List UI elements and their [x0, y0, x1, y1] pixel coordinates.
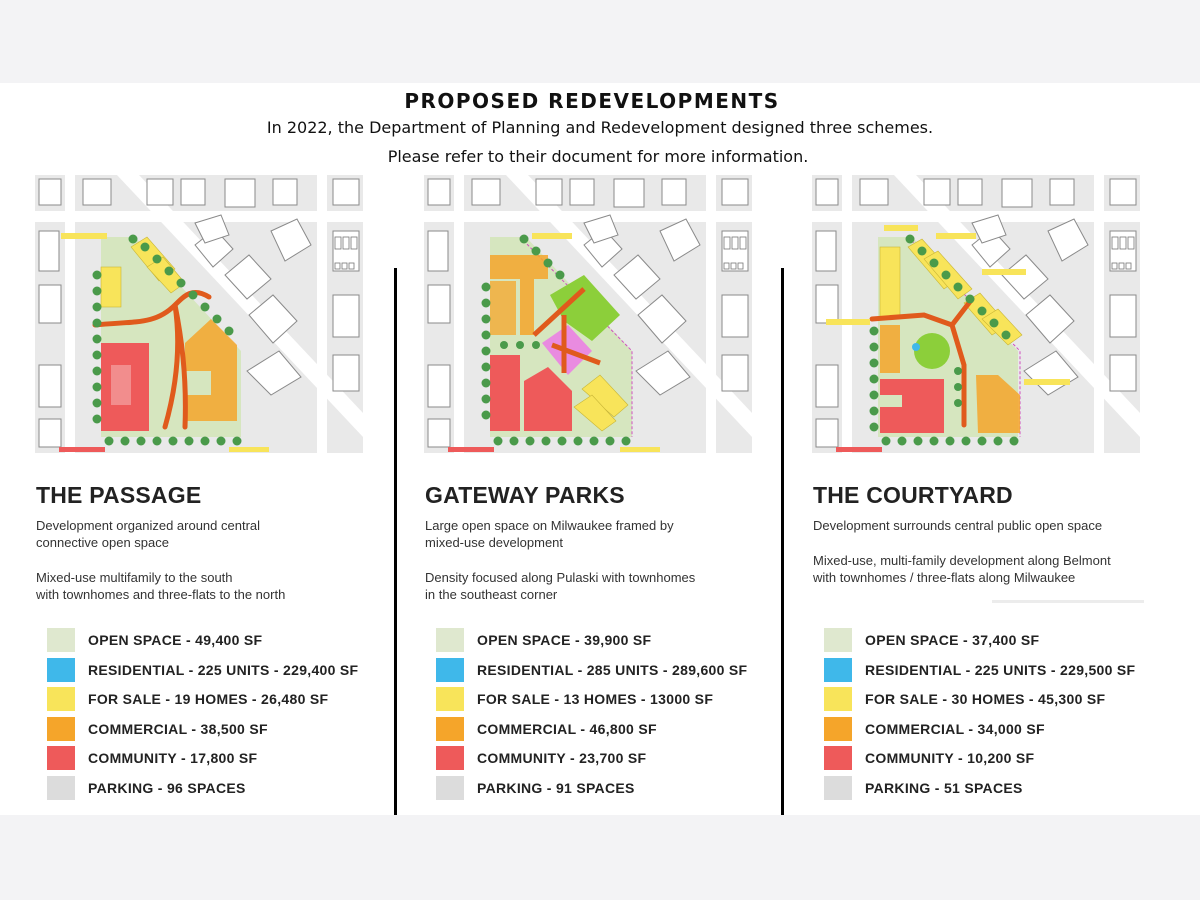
residential-swatch [47, 658, 75, 682]
divider-line [992, 600, 1144, 603]
site-plan-map-courtyard [812, 175, 1140, 466]
scheme-description-2: Mixed-use, multi-family development along Belmont with townhomes / three-flats along Milwaukee [813, 553, 1111, 585]
scheme-description-2: Density focused along Pulaski with townhomes in the southeast corner [425, 570, 696, 602]
commercial-swatch [824, 717, 852, 741]
site-plan-map-passage [35, 175, 363, 466]
site-plan-map-gateway-parks [424, 175, 752, 466]
open-space-swatch [47, 628, 75, 652]
scheme-description-1: Development surrounds central public open space [813, 518, 1103, 533]
commercial-swatch [436, 717, 464, 741]
scheme-panel-passage: THE PASSAGE Development organized around central connective open space Mixed-use multifamily to the south with townhomes and three-flats to the north OPEN SPACE - 49,400 SF RESIDENTIAL - 225 UNITS - 229,400 SF FOR SALE - 19 HOMES - 26,480 SF COMMERCIAL - 38,500 SF COMMUNITY - 17,800 SF PARKING - 96 SPACES [35, 175, 375, 815]
scheme-description-1: Large open space on Milwaukee framed by mixed-use development [425, 518, 674, 550]
scheme-title: GATEWAY PARKS [425, 482, 625, 508]
parking-swatch [436, 776, 464, 800]
scheme-description-1: Development organized around central connective open space [36, 518, 261, 550]
community-swatch [436, 746, 464, 770]
residential-swatch [436, 658, 464, 682]
community-swatch [47, 746, 75, 770]
for-sale-swatch [436, 687, 464, 711]
document-page [0, 83, 1200, 815]
scheme-panel-gateway-parks: GATEWAY PARKS Large open space on Milwaukee framed by mixed-use development Density focused along Pulaski with townhomes in the southeast corner OPEN SPACE - 39,900 SF RESIDENTIAL - 285 UNITS - 289,600 SF FOR SALE - 13 HOMES - 13000 SF COMMERCIAL - 46,800 SF COMMUNITY - 23,700 SF PARKING - 91 SPACES [424, 175, 764, 815]
page-title: PROPOSED REDEVELOPMENTS [404, 89, 780, 113]
for-sale-swatch [47, 687, 75, 711]
scheme-panel-courtyard: THE COURTYARD Development surrounds central public open space Mixed-use, multi-family development along Belmont with townhomes / three-flats along Milwaukee OPEN SPACE - 37,400 SF RESIDENTIAL - 225 UNITS - 229,500 SF FOR SALE - 30 HOMES - 45,300 SF COMMERCIAL - 34,000 SF COMMUNITY - 10,200 SF PARKING - 51 SPACES [812, 175, 1152, 815]
open-space-swatch [824, 628, 852, 652]
parking-swatch [824, 776, 852, 800]
scheme-title: THE PASSAGE [36, 482, 202, 508]
column-divider-2 [781, 268, 784, 815]
page-subtitle-line-2: Please refer to their document for more information. [387, 147, 809, 166]
scheme-title: THE COURTYARD [813, 482, 1013, 508]
commercial-swatch [47, 717, 75, 741]
page-subtitle-line-1: In 2022, the Department of Planning and Redevelopment designed three schemes. [266, 118, 934, 137]
residential-swatch [824, 658, 852, 682]
open-space-swatch [436, 628, 464, 652]
scheme-description-2: Mixed-use multifamily to the south with townhomes and three-flats to the north [36, 570, 286, 602]
community-swatch [824, 746, 852, 770]
for-sale-swatch [824, 687, 852, 711]
parking-swatch [47, 776, 75, 800]
column-divider-1 [394, 268, 397, 815]
